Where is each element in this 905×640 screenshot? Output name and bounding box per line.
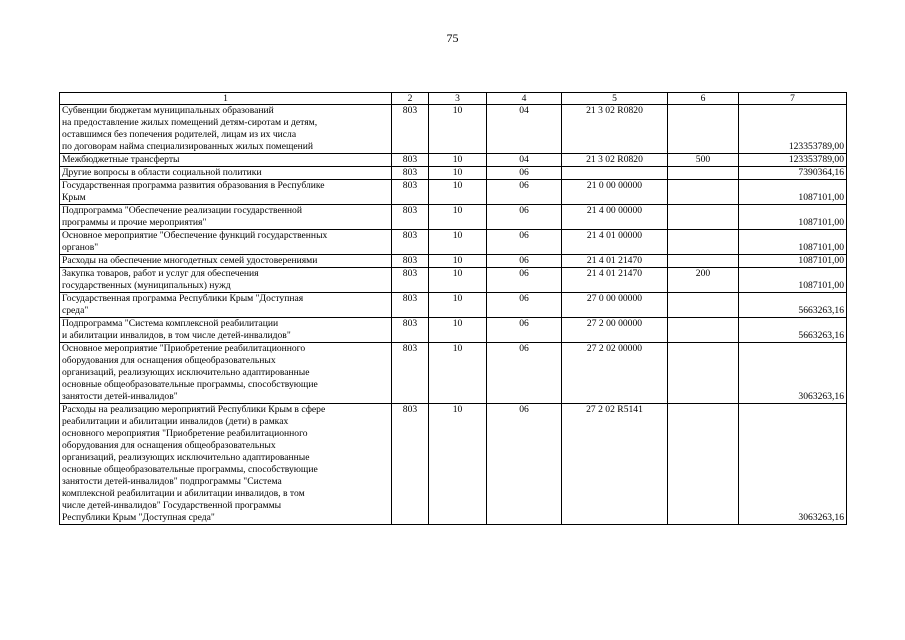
row-target-article-cell [562,167,668,180]
row-subsection-cell: 06 [487,167,562,180]
row-admin-code-cell: 803 [392,167,429,180]
column-header: 6 [668,93,739,105]
column-header: 5 [562,93,668,105]
row-amount-cell: 123353789,00 [739,105,847,154]
row-expense-type-cell [668,167,739,180]
row-subsection-cell: 06 [487,404,562,525]
row-section-cell: 10 [429,404,487,525]
table-row [60,318,847,343]
row-expense-type-cell [668,293,739,318]
column-header: 1 [60,93,392,105]
budget-table [59,92,847,525]
row-amount-cell: 1087101,00 [739,268,847,293]
row-expense-type-cell [668,230,739,255]
row-amount-cell: 1087101,00 [739,230,847,255]
row-target-article-cell: 21 3 02 R0820 [562,154,668,167]
page-number: 75 [446,31,459,45]
row-section-cell: 10 [429,268,487,293]
table-row [60,404,847,525]
row-subsection-cell: 04 [487,154,562,167]
row-subsection-cell: 06 [487,205,562,230]
row-name-cell: Подпрограмма "Система комплексной реабилитации и абилитации инвалидов, в том числе детей-инвалидов" [60,318,392,343]
row-admin-code-cell: 803 [392,255,429,268]
column-header: 7 [739,93,847,105]
row-amount-cell: 3063263,16 [739,404,847,525]
row-section-cell: 10 [429,105,487,154]
row-name-cell: Основное мероприятие "Обеспечение функций государственных органов" [60,230,392,255]
row-admin-code-cell: 803 [392,230,429,255]
row-target-article-cell: 27 0 00 00000 [562,293,668,318]
row-expense-type-cell: 500 [668,154,739,167]
row-admin-code-cell: 803 [392,318,429,343]
column-header: 2 [392,93,429,105]
table-row [60,255,847,268]
row-amount-cell: 1087101,00 [739,255,847,268]
row-admin-code-cell: 803 [392,293,429,318]
row-target-article-cell: 27 2 02 R5141 [562,404,668,525]
row-section-cell: 10 [429,343,487,404]
column-header: 3 [429,93,487,105]
row-name-cell: Другие вопросы в области социальной политики [60,167,392,180]
row-subsection-cell: 06 [487,230,562,255]
row-section-cell: 10 [429,205,487,230]
row-subsection-cell: 06 [487,255,562,268]
row-expense-type-cell [668,255,739,268]
row-name-cell: Межбюджетные трансферты [60,154,392,167]
row-expense-type-cell [668,180,739,205]
table-row [60,105,847,154]
table-row [60,205,847,230]
row-target-article-cell: 27 2 00 00000 [562,318,668,343]
row-amount-cell: 1087101,00 [739,205,847,230]
row-subsection-cell: 06 [487,318,562,343]
row-name-cell: Расходы на обеспечение многодетных семей удостоверениями [60,255,392,268]
row-expense-type-cell [668,343,739,404]
row-target-article-cell: 21 4 01 21470 [562,268,668,293]
row-section-cell: 10 [429,255,487,268]
row-section-cell: 10 [429,154,487,167]
row-admin-code-cell: 803 [392,205,429,230]
row-admin-code-cell: 803 [392,105,429,154]
row-subsection-cell: 04 [487,105,562,154]
row-target-article-cell: 21 3 02 R0820 [562,105,668,154]
row-section-cell: 10 [429,180,487,205]
row-name-cell: Расходы на реализацию мероприятий Республики Крым в сфере реабилитации и абилитации инвалидов (дети) в рамках основного мероприятия "Приобретение реабилитационного оборудования для оснащения общеобразовательных организаций, реализующих исключительно адаптированные основные общеобразовательные программы, способствующие занятости детей-инвалидов" подпрограммы "Система комплексной реабилитации и абилитации инвалидов, в том числе детей-инвалидов" Государственной программы Республики Крым "Доступная среда" [60,404,392,525]
row-admin-code-cell: 803 [392,404,429,525]
row-name-cell: Подпрограмма "Обеспечение реализации государственной программы и прочие мероприятия" [60,205,392,230]
row-expense-type-cell [668,318,739,343]
row-subsection-cell: 06 [487,268,562,293]
row-admin-code-cell: 803 [392,268,429,293]
row-amount-cell: 1087101,00 [739,180,847,205]
row-name-cell: Основное мероприятие "Приобретение реабилитационного оборудования для оснащения общеобразовательных организаций, реализующих исключительно адаптированные основные общеобразовательные программы, способствующие занятости детей-инвалидов" [60,343,392,404]
row-subsection-cell: 06 [487,293,562,318]
table-row [60,167,847,180]
table-header-row [60,93,847,105]
table-row [60,293,847,318]
table-row [60,154,847,167]
row-amount-cell: 5663263,16 [739,293,847,318]
row-target-article-cell: 21 4 01 21470 [562,255,668,268]
row-admin-code-cell: 803 [392,154,429,167]
row-subsection-cell: 06 [487,343,562,404]
row-amount-cell: 3063263,16 [739,343,847,404]
row-target-article-cell: 21 0 00 00000 [562,180,668,205]
row-expense-type-cell [668,105,739,154]
row-expense-type-cell: 200 [668,268,739,293]
row-section-cell: 10 [429,293,487,318]
row-target-article-cell: 21 4 00 00000 [562,205,668,230]
row-admin-code-cell: 803 [392,343,429,404]
row-expense-type-cell [668,404,739,525]
row-subsection-cell: 06 [487,180,562,205]
table-row [60,230,847,255]
row-section-cell: 10 [429,167,487,180]
column-header: 4 [487,93,562,105]
row-amount-cell: 5663263,16 [739,318,847,343]
row-name-cell: Субвенции бюджетам муниципальных образований на предоставление жилых помещений детям-сиротам и детям, оставшимся без попечения родителей, лицам из их числа по договорам найма специализированных жилых помещений [60,105,392,154]
row-section-cell: 10 [429,230,487,255]
table-row [60,268,847,293]
row-name-cell: Закупка товаров, работ и услуг для обеспечения государственных (муниципальных) нужд [60,268,392,293]
row-admin-code-cell: 803 [392,180,429,205]
row-amount-cell: 7390364,16 [739,167,847,180]
table-row [60,180,847,205]
row-section-cell: 10 [429,318,487,343]
row-target-article-cell: 27 2 02 00000 [562,343,668,404]
row-amount-cell: 123353789,00 [739,154,847,167]
row-name-cell: Государственная программа развития образования в Республике Крым [60,180,392,205]
table-row [60,343,847,404]
row-name-cell: Государственная программа Республики Крым "Доступная среда" [60,293,392,318]
row-target-article-cell: 21 4 01 00000 [562,230,668,255]
row-expense-type-cell [668,205,739,230]
